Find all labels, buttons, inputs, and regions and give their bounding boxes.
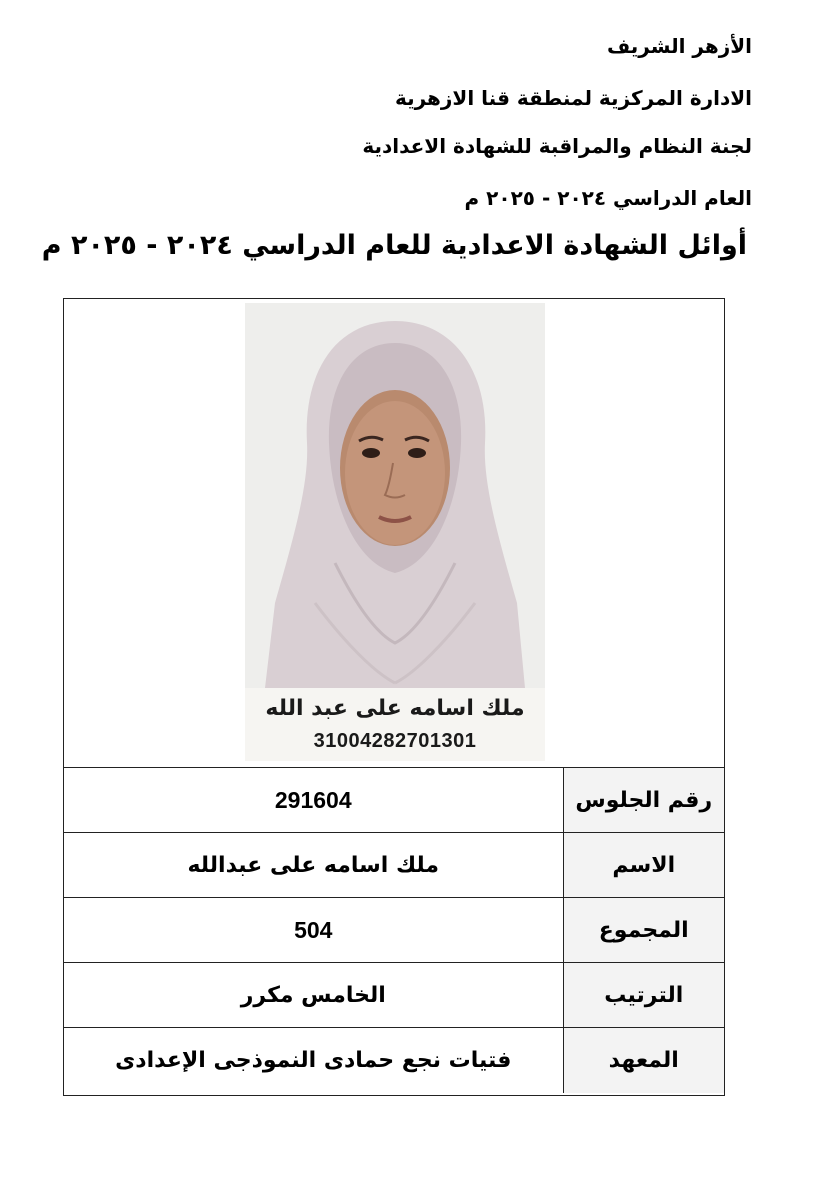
seat-number-value: 291604: [64, 768, 563, 833]
table-row-total: [64, 898, 724, 963]
total-label: المجموع: [563, 898, 724, 963]
institute-label: المعهد: [563, 1028, 724, 1093]
photo-caption-national-id: 31004282701301: [313, 730, 477, 752]
photo-caption: [245, 688, 545, 761]
seat-number-label: رقم الجلوس: [563, 768, 724, 833]
name-value: ملك اسامه على عبدالله: [64, 833, 563, 898]
header-line-committee: لجنة النظام والمراقبة للشهادة الاعدادية: [362, 134, 752, 158]
total-value: 504: [64, 898, 563, 963]
rank-value: الخامس مكرر: [64, 963, 563, 1028]
name-label: الاسم: [563, 833, 724, 898]
photo-cell: [64, 299, 724, 767]
table-row-name: [64, 833, 724, 898]
student-card: [63, 298, 725, 1096]
student-info-table: [64, 767, 724, 1093]
header-line-institution: الأزهر الشريف: [606, 34, 752, 58]
table-row-institute: [64, 1028, 724, 1093]
header-line-academic-year: العام الدراسي ٢٠٢٤ - ٢٠٢٥ م: [464, 186, 752, 210]
header-line-administration: الادارة المركزية لمنطقة قنا الازهرية: [394, 86, 752, 110]
photo-caption-name: ملك اسامه على عبد الله: [265, 696, 525, 721]
table-row-rank: [64, 963, 724, 1028]
institute-value: فتيات نجع حمادى النموذجى الإعدادى: [64, 1028, 563, 1093]
page-title: أوائل الشهادة الاعدادية للعام الدراسي ٢٠٢٤ - ٢٠٢٥ م: [41, 230, 747, 261]
student-photo: [245, 303, 545, 761]
rank-label: الترتيب: [563, 963, 724, 1028]
table-row-seat-number: [64, 768, 724, 833]
